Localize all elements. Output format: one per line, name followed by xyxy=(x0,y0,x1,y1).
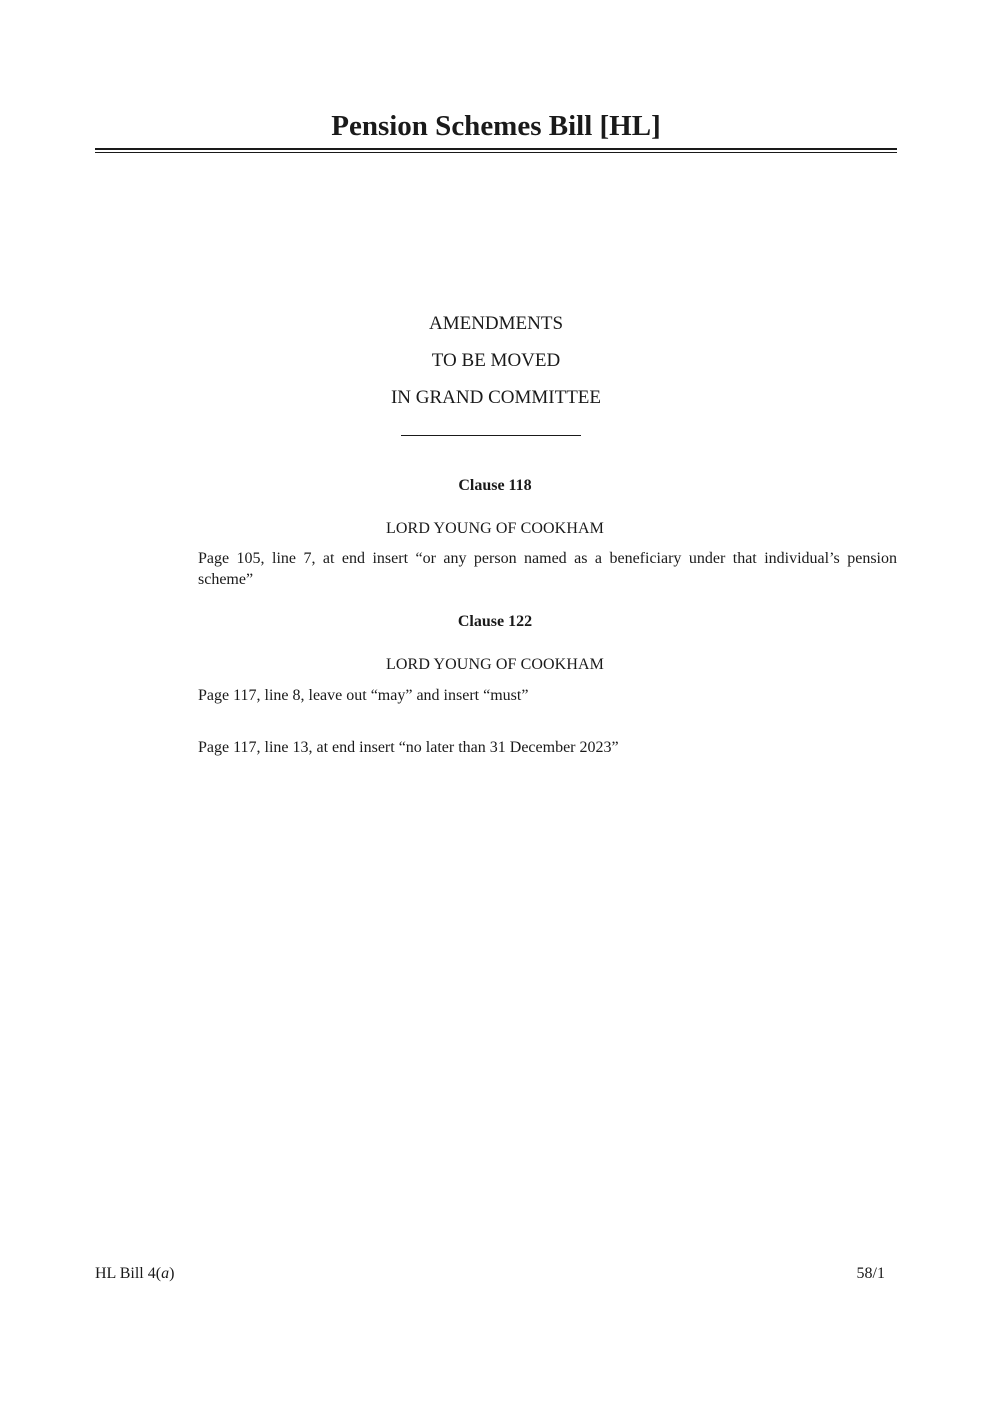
amendment-text: Page 117, line 8, leave out “may” and insert “must” xyxy=(198,687,529,704)
heading-line-to-be-moved: TO BE MOVED xyxy=(431,350,561,371)
page-reference: 58/1 xyxy=(856,1265,885,1282)
clause-heading: Clause 122 xyxy=(457,613,533,630)
bill-reference-suffix: ) xyxy=(169,1265,175,1282)
section-divider xyxy=(401,435,581,436)
document-title: Pension Schemes Bill [HL] xyxy=(331,110,661,142)
clause-heading: Clause 118 xyxy=(458,477,532,494)
amendment-mover: LORD YOUNG OF COOKHAM xyxy=(386,656,604,673)
amendment-text: Page 117, line 13, at end insert “no later than 31 December 2023” xyxy=(198,739,619,756)
heading-line-amendments: AMENDMENTS xyxy=(428,313,564,334)
heading-line-grand-committee: IN GRAND COMMITTEE xyxy=(390,387,602,408)
amendment-text: Page 105, line 7, at end insert “or any person named as a beneficiary under that individual’s pension scheme” xyxy=(198,550,897,588)
title-rule-thin xyxy=(95,152,897,153)
bill-reference-prefix: HL Bill 4( xyxy=(95,1265,162,1282)
amendment-mover: LORD YOUNG OF COOKHAM xyxy=(386,520,604,537)
title-rule-thick xyxy=(95,148,897,150)
bill-reference-italic: a xyxy=(161,1265,170,1282)
bill-reference xyxy=(95,1264,174,1284)
amendments-heading xyxy=(95,305,897,416)
